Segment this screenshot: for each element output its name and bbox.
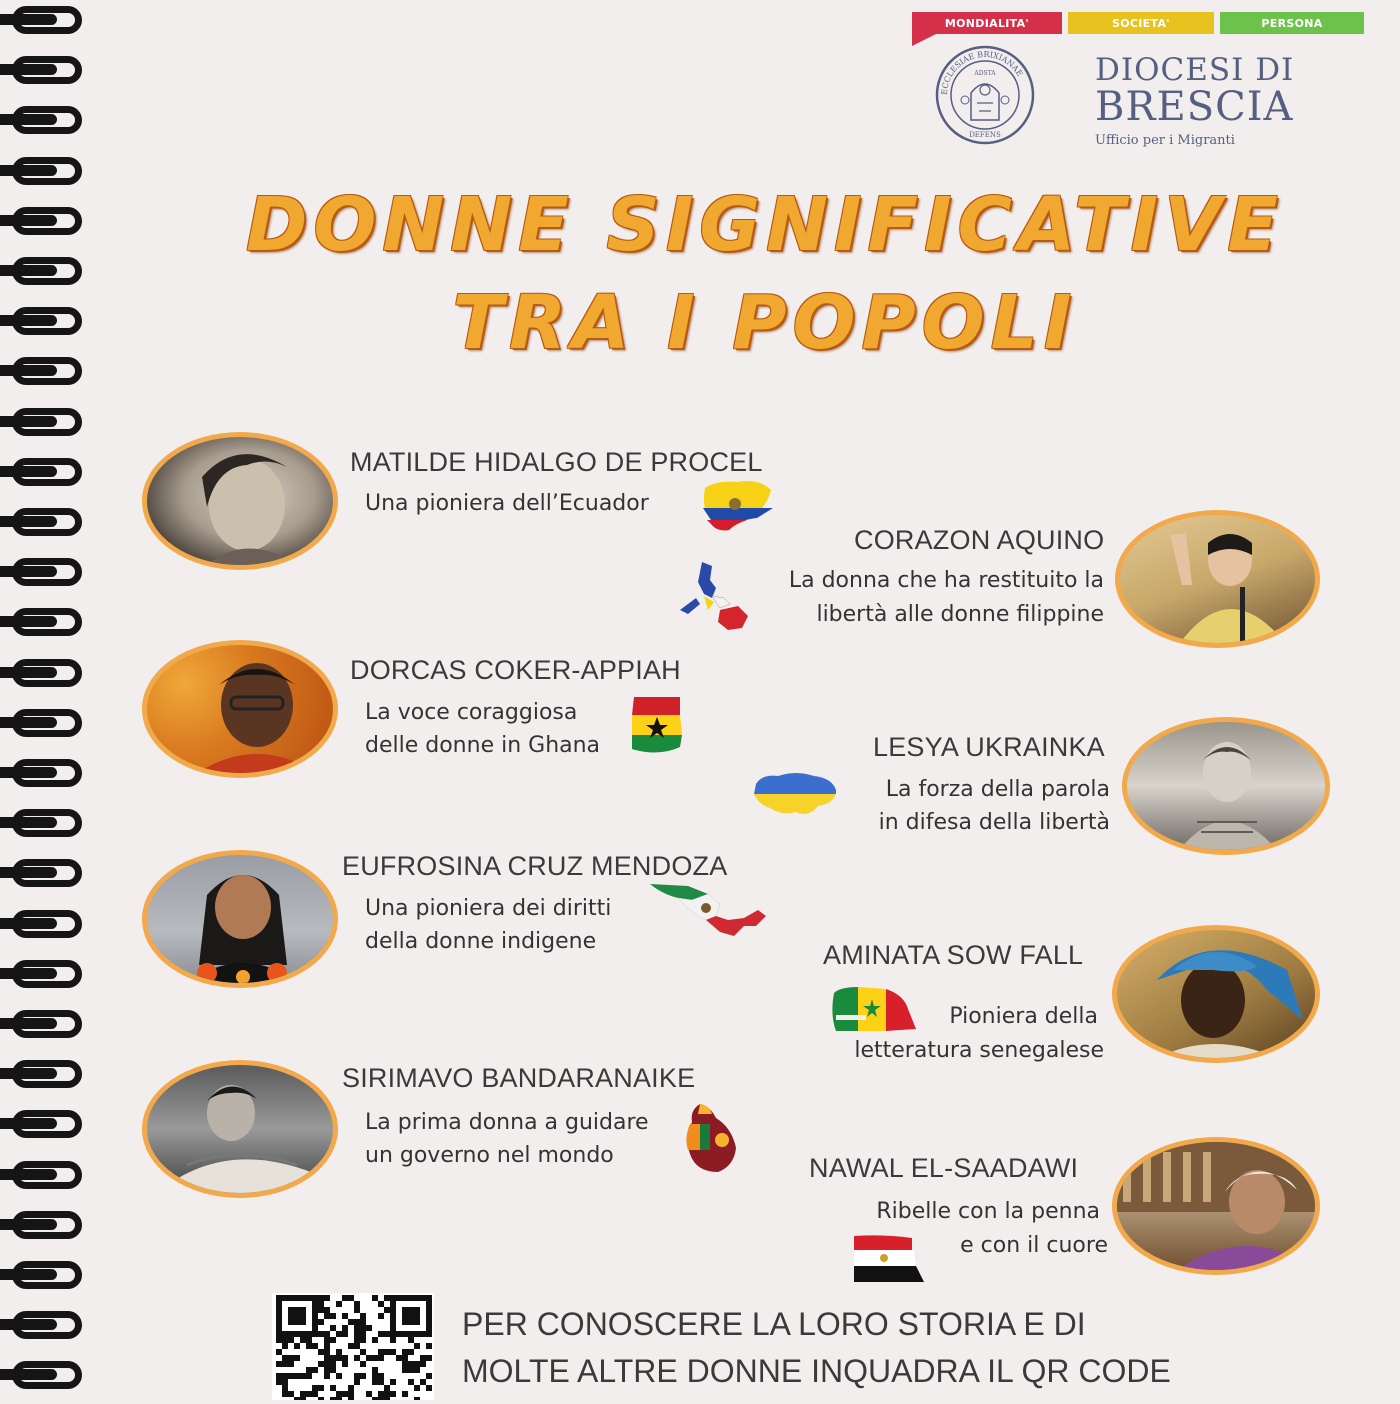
woman-description: Pioniera della bbox=[949, 1004, 1098, 1029]
svg-text:ADSTA: ADSTA bbox=[974, 70, 996, 77]
egypt-flag-map-icon bbox=[852, 1232, 924, 1284]
binding-ring bbox=[0, 508, 104, 538]
binding-ring bbox=[0, 558, 104, 588]
woman-name: DORCAS COKER-APPIAH bbox=[350, 655, 681, 685]
woman-description: della donne indigene bbox=[365, 929, 597, 954]
binding-ring bbox=[0, 257, 104, 287]
tab-mondialita: MONDIALITA' bbox=[912, 12, 1062, 34]
binding-ring bbox=[0, 458, 104, 488]
woman-name: AMINATA SOW FALL bbox=[823, 940, 1084, 970]
mexico-flag-map-icon bbox=[648, 880, 768, 942]
binding-ring bbox=[0, 1211, 104, 1241]
woman-name: LESYA UKRAINKA bbox=[873, 732, 1105, 762]
ukraine-flag-map-icon bbox=[752, 770, 838, 822]
woman-name: CORAZON AQUINO bbox=[854, 525, 1105, 555]
woman-description: e con il cuore bbox=[960, 1233, 1108, 1258]
woman-name: NAWAL EL-SAADAWI bbox=[809, 1153, 1079, 1183]
binding-ring bbox=[0, 709, 104, 739]
woman-description: La donna che ha restituito la bbox=[788, 568, 1104, 593]
svg-text:ECCLESIAE BRIXIANAE: ECCLESIAE BRIXIANAE bbox=[939, 49, 1025, 96]
qr-code[interactable] bbox=[272, 1293, 434, 1400]
woman-name: SIRIMAVO BANDARANAIKE bbox=[342, 1063, 696, 1093]
portrait-matilde-hidalgo bbox=[142, 432, 338, 570]
portrait-corazon-aquino bbox=[1115, 510, 1320, 648]
woman-name: MATILDE HIDALGO DE PROCEL bbox=[350, 447, 763, 477]
spiral-binding bbox=[0, 0, 120, 1400]
portrait-nawal-el-saadawi bbox=[1112, 1137, 1320, 1275]
woman-description: Una pioniera dell’Ecuador bbox=[365, 491, 649, 516]
tab-societa: SOCIETA' bbox=[1068, 12, 1214, 34]
binding-ring bbox=[0, 859, 104, 889]
sri-lanka-flag-map-icon bbox=[682, 1102, 740, 1174]
ghana-flag-map-icon bbox=[628, 695, 686, 757]
binding-ring bbox=[0, 1060, 104, 1090]
page-title-line1: DONNE SIGNIFICATIVE bbox=[246, 182, 1284, 268]
binding-ring bbox=[0, 1110, 104, 1140]
binding-ring bbox=[0, 1361, 104, 1391]
woman-description: Ribelle con la penna bbox=[876, 1199, 1100, 1224]
qr-code-image[interactable] bbox=[272, 1293, 434, 1400]
category-tabs bbox=[912, 12, 1364, 34]
binding-ring bbox=[0, 1311, 104, 1341]
woman-description: libertà alle donne filippine bbox=[816, 602, 1104, 627]
portrait-dorcas-coker-appiah bbox=[142, 640, 338, 778]
tab-persona: PERSONA bbox=[1220, 12, 1364, 34]
org-name-line2: BRESCIA bbox=[1095, 84, 1294, 130]
portrait-sirimavo-bandaranaike bbox=[142, 1060, 338, 1198]
woman-description: letteratura senegalese bbox=[854, 1038, 1104, 1063]
binding-ring bbox=[0, 960, 104, 990]
binding-ring bbox=[0, 659, 104, 689]
binding-ring bbox=[0, 910, 104, 940]
binding-ring bbox=[0, 6, 104, 36]
portrait-aminata-sow-fall bbox=[1112, 925, 1320, 1063]
binding-ring bbox=[0, 106, 104, 136]
binding-ring bbox=[0, 157, 104, 187]
senegal-flag-map-icon bbox=[828, 985, 918, 1037]
portrait-eufrosina-cruz-mendoza bbox=[142, 850, 338, 988]
ecuador-flag-map-icon bbox=[697, 478, 775, 536]
woman-description: Una pioniera dei diritti bbox=[365, 896, 612, 921]
org-subtitle: Ufficio per i Migranti bbox=[1095, 133, 1235, 148]
binding-ring bbox=[0, 809, 104, 839]
binding-ring bbox=[0, 1161, 104, 1191]
portrait-lesya-ukrainka bbox=[1122, 717, 1330, 855]
qr-call-to-action-line1: PER CONOSCERE LA LORO STORIA E DI bbox=[462, 1306, 1086, 1342]
binding-ring bbox=[0, 1010, 104, 1040]
woman-description: in difesa della libertà bbox=[878, 810, 1110, 835]
binding-ring bbox=[0, 408, 104, 438]
binding-ring bbox=[0, 207, 104, 237]
binding-ring bbox=[0, 307, 104, 337]
woman-description: La voce coraggiosa bbox=[365, 700, 578, 725]
binding-ring bbox=[0, 357, 104, 387]
binding-ring bbox=[0, 56, 104, 86]
woman-description: La prima donna a guidare bbox=[365, 1110, 649, 1135]
svg-text:DEFENS: DEFENS bbox=[969, 131, 1001, 139]
woman-description: un governo nel mondo bbox=[365, 1143, 614, 1168]
org-name-line1: DIOCESI DI bbox=[1095, 52, 1295, 88]
diocese-seal-logo bbox=[935, 45, 1035, 145]
binding-ring bbox=[0, 608, 104, 638]
binding-ring bbox=[0, 759, 104, 789]
woman-name: EUFROSINA CRUZ MENDOZA bbox=[342, 851, 728, 881]
page-title-line2: TRA I POPOLI bbox=[452, 280, 1078, 366]
qr-call-to-action-line2: MOLTE ALTRE DONNE INQUADRA IL QR CODE bbox=[462, 1353, 1171, 1389]
woman-description: delle donne in Ghana bbox=[365, 733, 601, 758]
woman-description: La forza della parola bbox=[885, 777, 1110, 802]
philippines-flag-map-icon bbox=[676, 558, 754, 634]
binding-ring bbox=[0, 1261, 104, 1291]
